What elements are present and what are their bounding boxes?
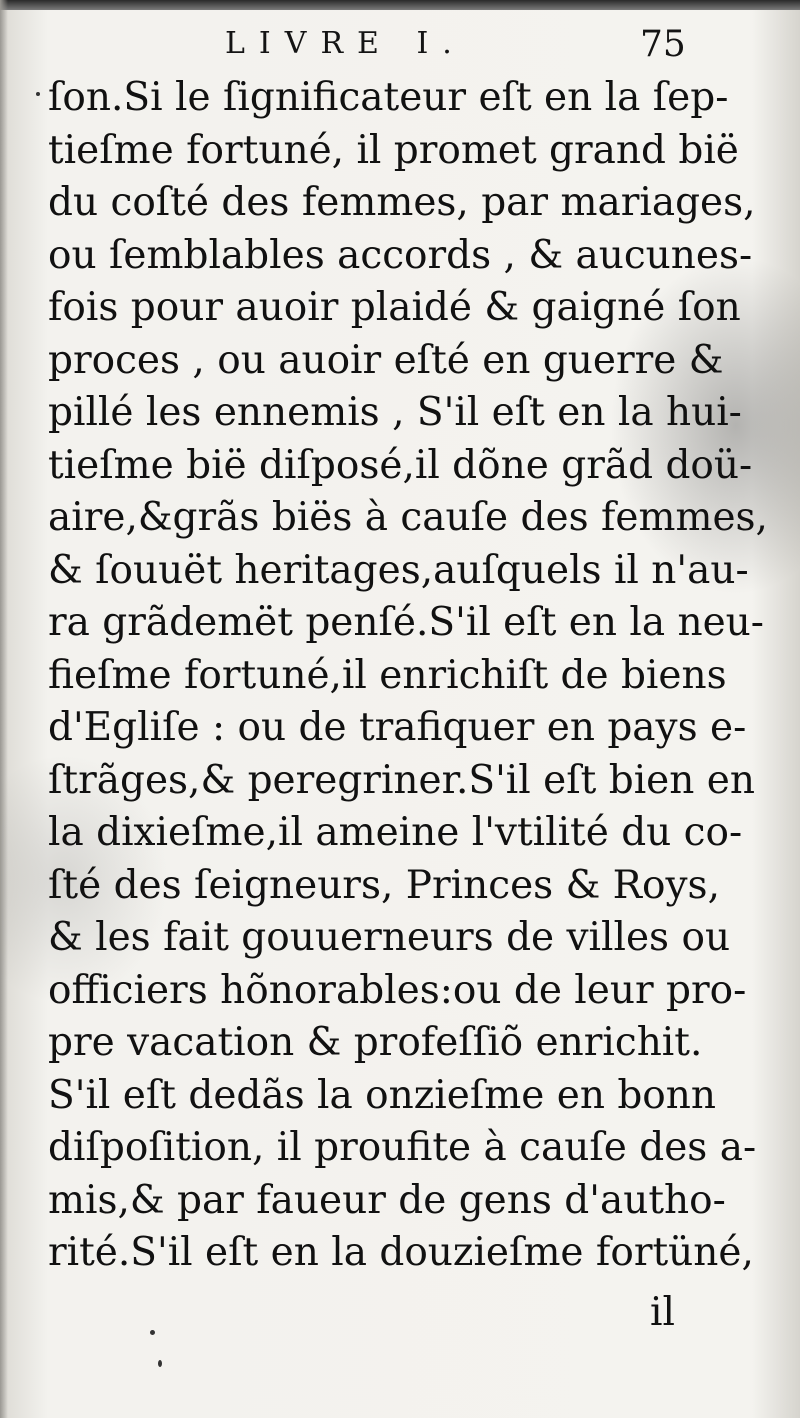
text-line: fieſme fortuné,il enrichiſt de biens xyxy=(48,652,727,698)
text-line: S'il eſt dedãs la onzieſme en bonn xyxy=(48,1072,717,1118)
text-line: officiers hõnorables:ou de leur pro- xyxy=(48,967,747,1013)
text-line: & les fait gouuerneurs de villes ou xyxy=(48,915,731,960)
text-line: pre vacation & profeſſiõ enrichit. xyxy=(48,1020,703,1065)
ink-speck xyxy=(36,92,40,96)
text-line: ſon.Si le ſignificateur eſt en la ſep- xyxy=(48,75,729,120)
text-line: diſpoſition, il proufite à cauſe des a- xyxy=(48,1125,757,1170)
page-number: 75 xyxy=(640,24,686,65)
text-line: ſtrãges,& peregriner.S'il eſt bien en xyxy=(48,757,755,803)
text-line: proces , ou auoir eſté en guerre & xyxy=(48,337,724,383)
body-text xyxy=(48,72,768,1280)
text-line: fois pour auoir plaidé & gaigné ſon xyxy=(48,285,741,330)
running-head xyxy=(0,24,800,64)
text-line: tieſme fortuné, il promet grand bië xyxy=(48,127,739,173)
text-line: tieſme bië diſposé,il dõne grãd doü- xyxy=(48,442,753,488)
text-line: la dixieſme,il ameine l'vtilité du co- xyxy=(48,810,743,855)
catchword: il xyxy=(650,1290,675,1335)
text-line: ou ſemblables accords , & aucunes- xyxy=(48,232,753,278)
text-line: mis,& par faueur de gens d'autho- xyxy=(48,1177,726,1223)
text-line: & ſouuët heritages,auſquels il n'au- xyxy=(48,547,749,593)
running-title: LIVRE I. xyxy=(225,26,466,61)
ink-speck xyxy=(150,1330,155,1335)
text-line: ra grãdemët penſé.S'il eſt en la neu- xyxy=(48,600,764,645)
text-line: d'Egliſe : ou de trafiquer en pays e- xyxy=(48,705,747,750)
text-line: aire,&grãs biës à cauſe des femmes, xyxy=(48,495,768,540)
page-top-edge xyxy=(0,0,800,10)
page-gutter-shadow xyxy=(0,0,8,1418)
text-line: ſté des ſeigneurs, Princes & Roys, xyxy=(48,862,720,908)
text-line: rité.S'il eſt en la douzieſme fortüné, xyxy=(48,1230,754,1275)
ink-speck xyxy=(158,1360,162,1367)
text-line: pillé les ennemis , S'il eſt en la hui- xyxy=(48,390,742,435)
text-line: du coſté des femmes, par mariages, xyxy=(48,180,756,225)
